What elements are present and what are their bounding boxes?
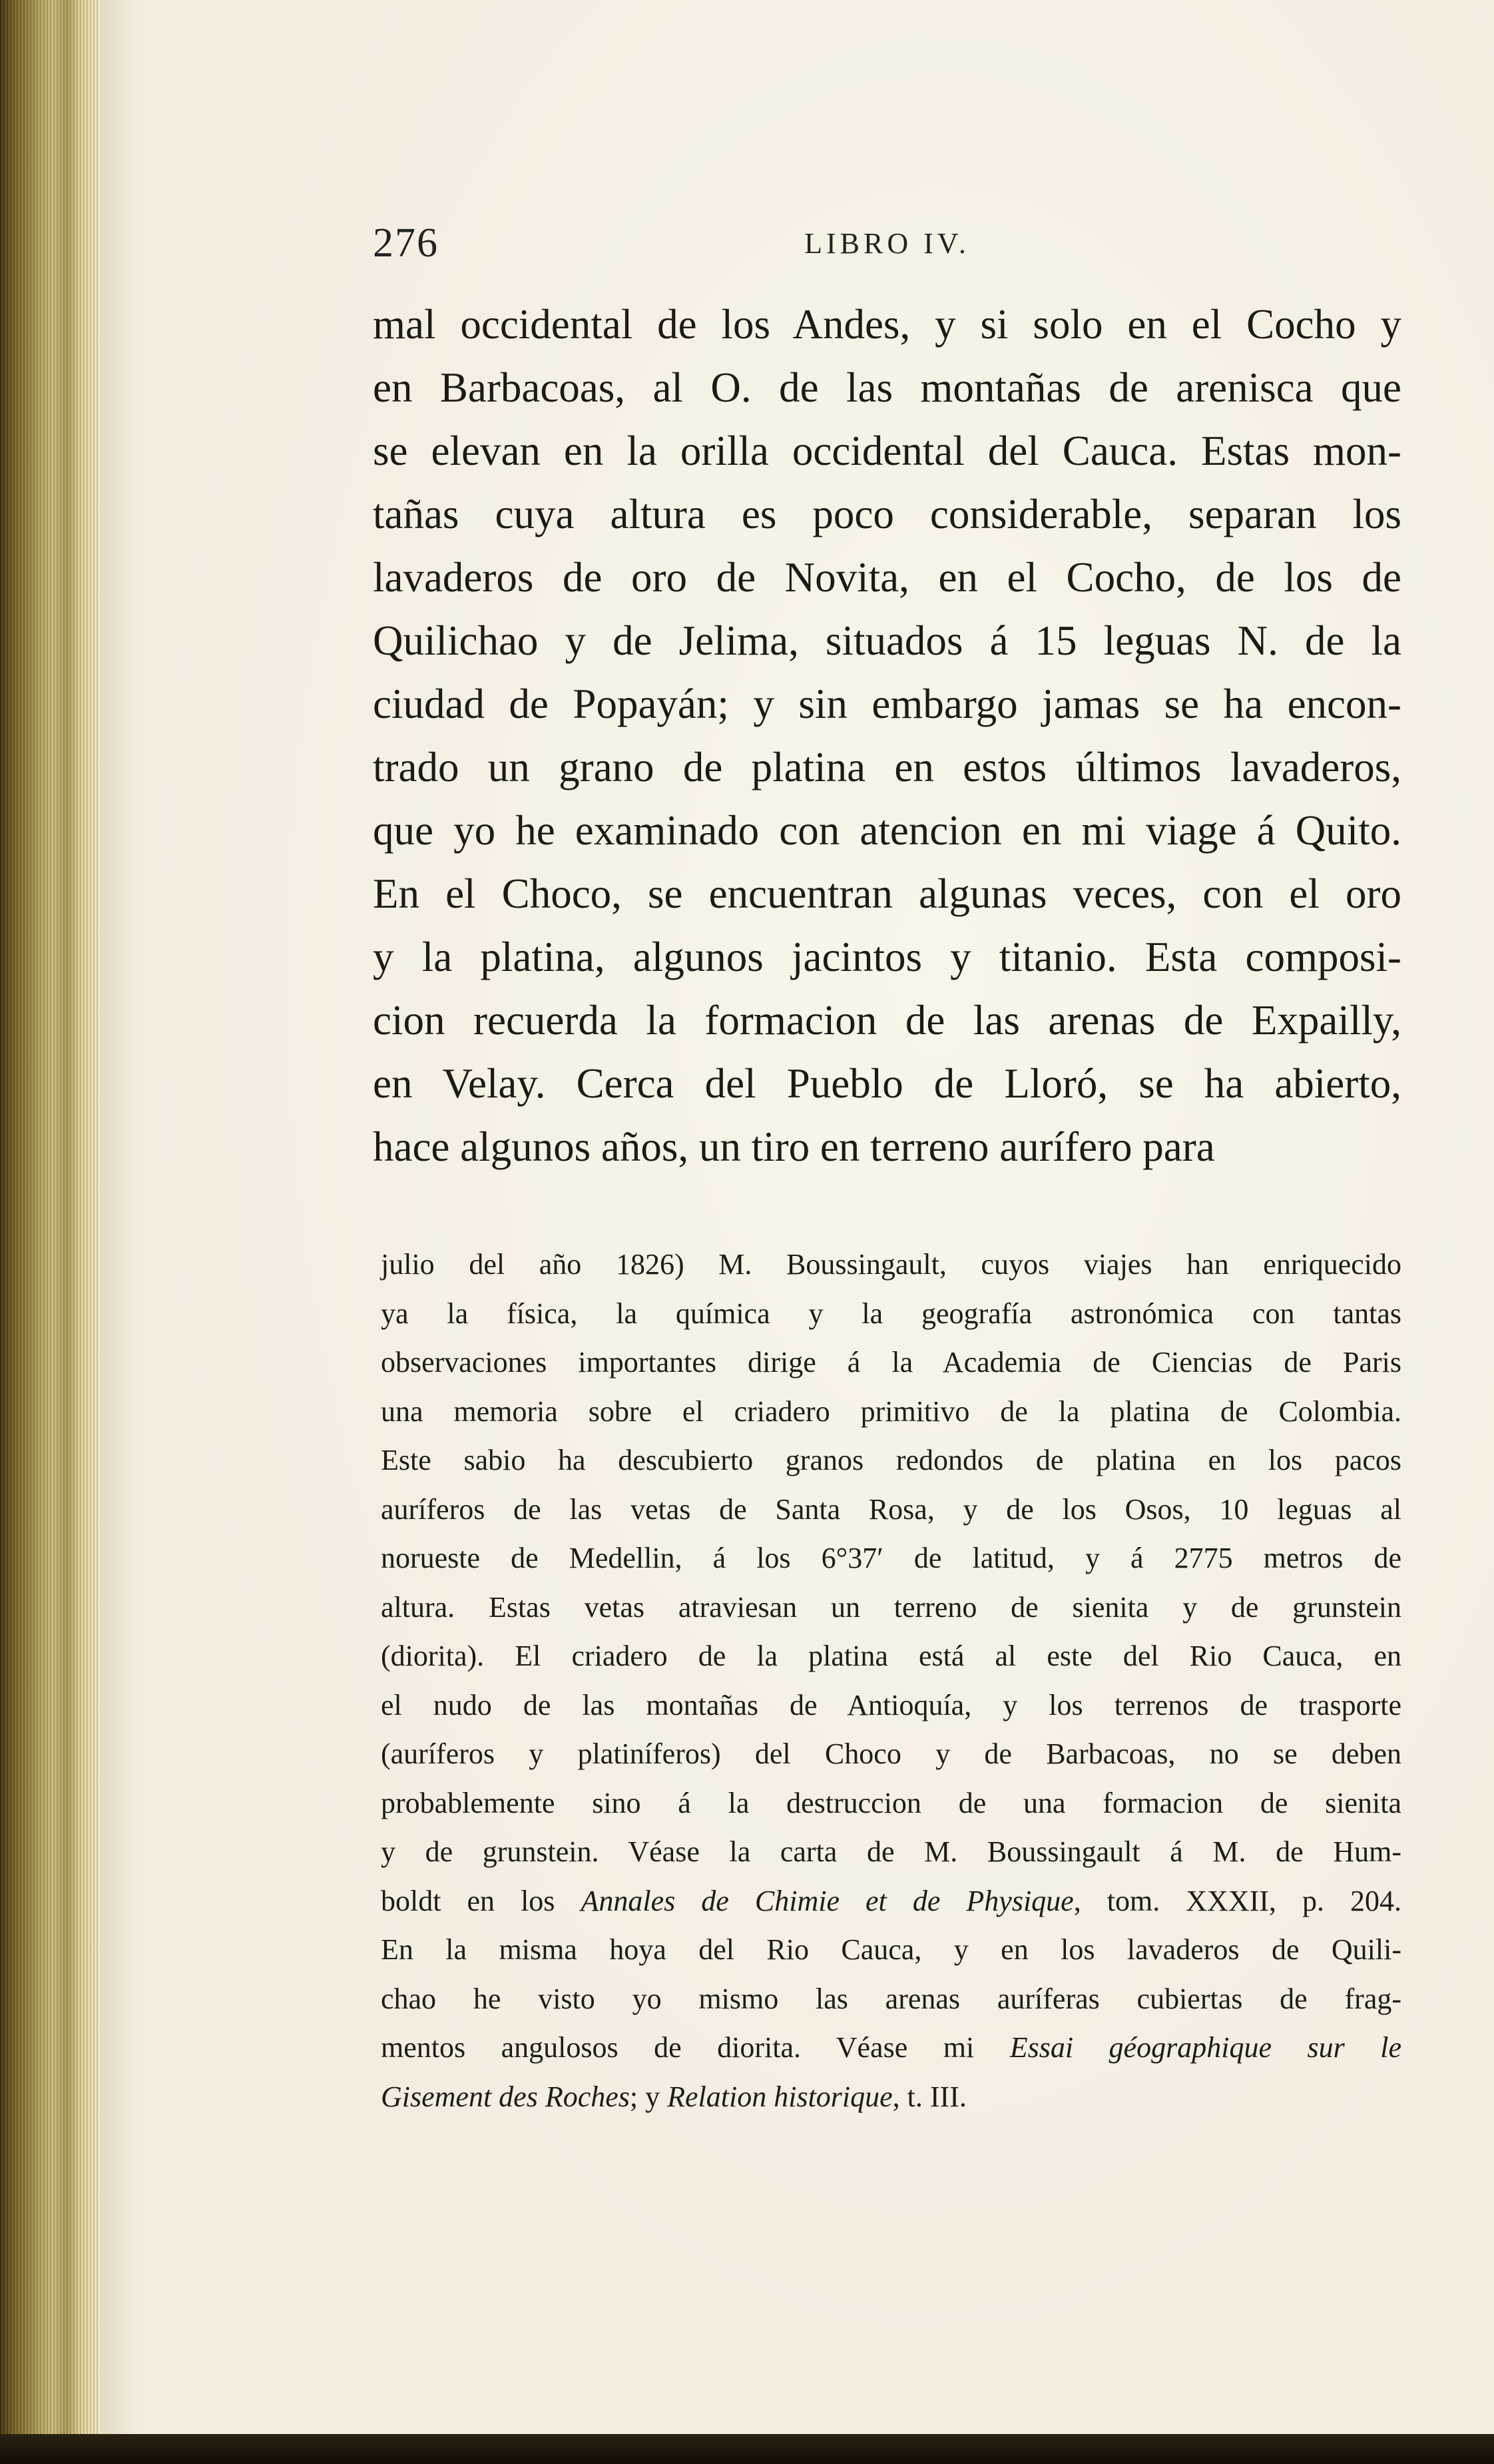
footnote-text: , t. III. — [892, 2080, 967, 2113]
main-text-block — [373, 293, 1401, 1179]
footnote-line: julio del año 1826) M. Boussingault, cuyos viajes han enriquecido — [381, 1248, 1401, 1281]
main-text-line: tañas cuya altura es poco considerable, separan los — [373, 491, 1401, 537]
footnote-line: norueste de Medellin, á los 6°37′ de latitud, y á 2775 metros de — [381, 1542, 1401, 1574]
footnote-text: ; y — [629, 2080, 668, 2113]
footnote-line: observaciones importantes dirige á la Academia de Ciencias de Paris — [381, 1346, 1401, 1379]
book-title: Relation historique — [667, 2080, 893, 2113]
journal-title: Annales de Chimie et de Physique — [581, 1884, 1074, 1917]
main-text-line: ciudad de Popayán; y sin embargo jamas se ha encon- — [373, 681, 1401, 727]
footnote-block — [381, 1240, 1401, 2121]
main-text-line: cion recuerda la formacion de las arenas de Expailly, — [373, 997, 1401, 1044]
footnote-text: boldt en los — [381, 1884, 581, 1917]
main-text-line: En el Choco, se encuentran algunas veces, con el oro — [373, 870, 1401, 917]
footnote-text: mentos angulosos de diorita. Véase mi — [381, 2031, 1010, 2064]
main-text-line: hace algunos años, un tiro en terreno aurífero para — [373, 1123, 1215, 1170]
page-number: 276 — [373, 220, 439, 266]
footnote-line: ya la física, la química y la geografía astronómica con tantas — [381, 1297, 1401, 1330]
footnote-line: (diorita). El criadero de la platina está al este del Rio Cauca, en — [381, 1640, 1401, 1672]
footnote-line — [381, 2023, 1401, 2072]
footnote-line: altura. Estas vetas atraviesan un terreno de sienita y de grunstein — [381, 1590, 1401, 1624]
footnote-line: una memoria sobre el criadero primitivo de la platina de Colombia. — [381, 1394, 1401, 1428]
page-bottom-edge — [0, 2434, 1494, 2464]
footnote-line: Este sabio ha descubierto granos redondos de platina en los pacos — [381, 1444, 1401, 1476]
main-text-line: se elevan en la orilla occidental del Cauca. Estas mon- — [373, 428, 1401, 474]
main-text-line: que yo he examinado con atencion en mi viage á Quito. — [373, 807, 1401, 854]
main-text-line: en Velay. Cerca del Pueblo de Lloró, se ha abierto, — [373, 1060, 1401, 1107]
book-title: Gisement des Roches — [381, 2080, 630, 2113]
footnote-line: (auríferos y platiníferos) del Choco y de Barbacoas, no se deben — [381, 1737, 1401, 1770]
footnote-line: chao he visto yo mismo las arenas auríferas cubiertas de frag- — [381, 1982, 1401, 2015]
footnote-line — [381, 2072, 1401, 2122]
footnote-line: y de grunstein. Véase la carta de M. Boussingault á M. de Hum- — [381, 1835, 1401, 1868]
running-head: LIBRO IV. — [804, 227, 970, 260]
book-title: Essai géographique sur le — [1009, 2031, 1401, 2064]
main-text-line: mal occidental de los Andes, y si solo en el Cocho y — [373, 301, 1401, 348]
main-text-line: trado un grano de platina en estos últimos lavaderos, — [373, 744, 1401, 790]
footnote-line: auríferos de las vetas de Santa Rosa, y de los Osos, 10 leguas al — [381, 1492, 1401, 1526]
footnote-line: probablemente sino á la destruccion de una formacion de sienita — [381, 1786, 1401, 1819]
main-text-line: en Barbacoas, al O. de las montañas de arenisca que — [373, 364, 1401, 411]
footnote-line — [381, 1877, 1401, 1926]
main-text-line: y la platina, algunos jacintos y titanio. Esta composi- — [373, 934, 1401, 980]
footnote-text: , tom. XXXII, p. 204. — [1073, 1884, 1401, 1917]
page-header — [373, 220, 1401, 280]
footnote-line: En la misma hoya del Rio Cauca, y en los lavaderos de Quili- — [381, 1933, 1401, 1966]
footnote-line: el nudo de las montañas de Antioquía, y los terrenos de trasporte — [381, 1688, 1401, 1721]
book-binding-edge — [0, 0, 100, 2464]
main-text-line: lavaderos de oro de Novita, en el Cocho, de los de — [373, 554, 1401, 601]
main-text-line: Quilichao y de Jelima, situados á 15 leguas N. de la — [373, 617, 1401, 664]
